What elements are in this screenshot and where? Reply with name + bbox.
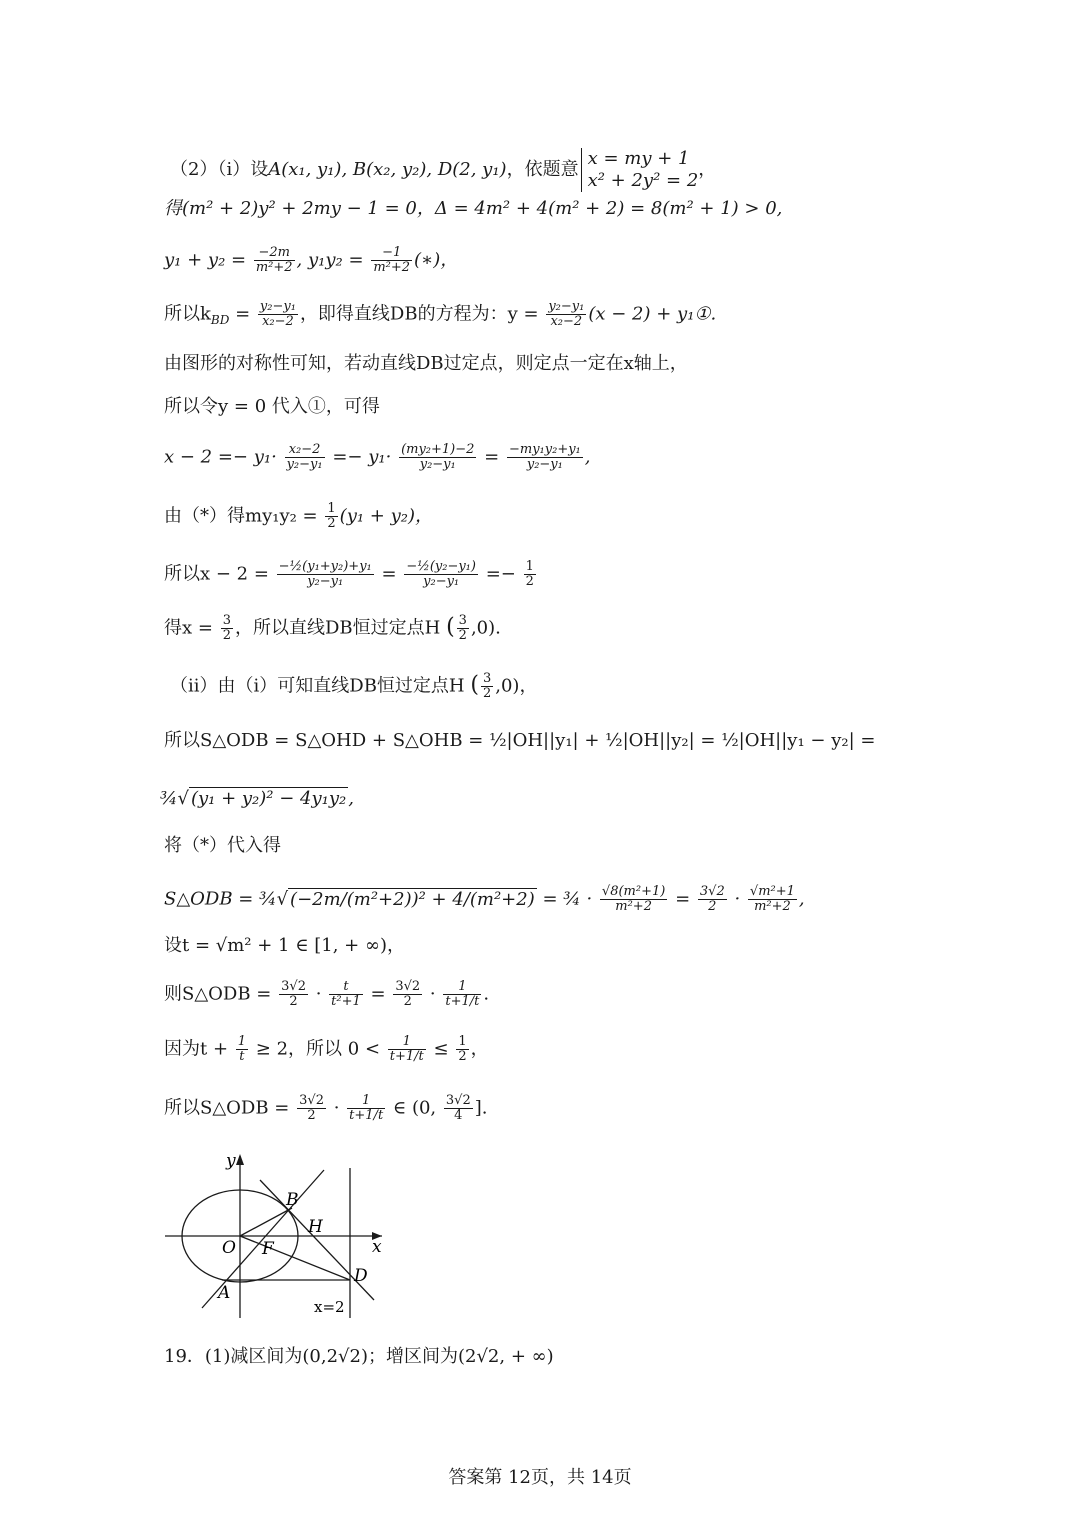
fraction: $\frac{1}{2}$ <box>525 559 534 589</box>
page-footer: 答案第 12页，共 14页 <box>448 1467 632 1488</box>
label-d: D <box>354 1266 368 1286</box>
fraction: $\frac{3}{2}$ <box>458 613 467 643</box>
line-substitute: 所以x − 2 = $\frac{\text{−½(y₁+y₂)+y₁}}{\text{y₂−y₁}}$ = $\frac{\text{−½(y₂−y₁)}}{\text{y₂−y₁}}$ =− $\frac{1}{2}$ <box>164 559 534 589</box>
line-quadratic: 得(m² + 2)y² + 2my − 1 = 0，Δ = 4m² + 4(m² + 2) = 8(m² + 1) > 0, <box>164 198 783 219</box>
fraction: $\frac{1}{2}$ <box>458 1034 467 1064</box>
fraction: $\frac{\text{y₂−y₁}}{\text{x₂−2}}$ <box>259 299 296 329</box>
line-part-ii: （ii）由（i）可知直线DB恒过定点H ( $\frac{3}{2}$ ,0)， <box>170 671 538 701</box>
fraction: $\frac{3}{2}$ <box>482 671 492 701</box>
fraction: $\frac{1}{t}$ <box>237 1034 247 1064</box>
y-axis-arrow <box>236 1154 244 1165</box>
fraction: $\frac{3}{2}$ <box>222 613 231 643</box>
fraction: $\frac{1}{t+1/t}$ <box>389 1034 424 1064</box>
line-vieta: y₁ + y₂ = $\frac{-2m}{\text{m²+2}}$ , y₁y₂ = $\frac{-1}{\text{m²+2}}$ (∗)， <box>164 245 459 275</box>
line-area-in-t: 则S△ODB = $\frac{3√2}{2}$ · $\frac{t}{\text{t²+1}}$ = $\frac{3√2}{2}$ · $\frac{1}{t+1/t}$ . <box>164 979 490 1009</box>
label-x-equals-2: x=2 <box>314 1298 345 1316</box>
label-x: x <box>372 1237 382 1257</box>
label-y: y <box>226 1151 236 1171</box>
line-area-sqrt: ¾√ (y₁ + y₂)² − 4y₁y₂ , <box>160 788 354 809</box>
line-area-range: 所以S△ODB = $\frac{3√2}{2}$ · $\frac{1}{t+1/t}$ ∈ (0, $\frac{3√2}{4}$ ]. <box>164 1093 488 1123</box>
line-area-expression: S△ODB = ¾√ (−2m/(m²+2))² + 4/(m²+2) = ¾ · $\frac{\text{√8(m²+1)}}{\text{m²+2}}$ = $\frac{3√2}{2}$ · $\frac{\text{√m²+1}}{\text{m²+2}}$ , <box>164 884 805 914</box>
line-set-t: 设t = √m² + 1 ∈ [1, + ∞)， <box>164 935 405 956</box>
line-fixed-point: 得x = $\frac{3}{2}$ ，所以直线DB恒过定点H ( $\frac{3}{2}$ ,0). <box>164 613 501 643</box>
label-a: A <box>218 1283 231 1303</box>
segment-ob <box>240 1208 292 1236</box>
line-inequality: 因为t + $\frac{1}{t}$ ≥ 2，所以 0 < $\frac{1}{t+1/t}$ ≤ $\frac{1}{2}$ ， <box>164 1034 489 1064</box>
fraction: $\frac{3√2}{2}$ <box>699 884 725 914</box>
fraction: $\frac{\text{−½(y₂−y₁)}}{\text{y₂−y₁}}$ <box>406 559 476 589</box>
line-x-minus-2: x − 2 =− y₁· $\frac{\text{x₂−2}}{\text{y₂−y₁}}$ =− y₁· $\frac{\text{(my₂+1)−2}}{\text{y₂−y₁}}$ = $\frac{\text{−my₁y₂+y₁}}{\text{y₂−y₁}}$ , <box>164 442 591 472</box>
fraction: $\frac{1}{2}$ <box>327 501 336 531</box>
fraction: $\frac{1}{t+1/t}$ <box>349 1093 384 1123</box>
label-f: F <box>262 1239 274 1259</box>
fraction: $\frac{3√2}{4}$ <box>445 1093 471 1123</box>
fraction: $\frac{\text{√m²+1}}{\text{m²+2}}$ <box>749 884 795 914</box>
fraction: $\frac{\text{−my₁y₂+y₁}}{\text{y₂−y₁}}$ <box>508 442 581 472</box>
fraction: $\frac{\text{x₂−2}}{\text{y₂−y₁}}$ <box>286 442 323 472</box>
line-area-split: 所以S△ODB = S△OHD + S△OHB = ½|OH||y₁| + ½|OH||y₂| = ½|OH||y₁ − y₂| = <box>164 730 876 751</box>
line-setup: （2）（i）设A(x₁, y₁), B(x₂, y₂), D(2, y₁)，依题意 x = my + 1 x² + 2y² = 2 ， <box>170 148 717 191</box>
fraction: $\frac{3√2}{2}$ <box>281 979 306 1009</box>
fraction: $\frac{\text{y₂−y₁}}{\text{x₂−2}}$ <box>548 299 585 329</box>
line-set-y0: 所以令y = 0 代入①，可得 <box>164 396 380 417</box>
problem-19-answer: 19．(1)减区间为(0,2√2)；增区间为(2√2, + ∞) <box>164 1346 554 1367</box>
line-slope: 所以$k_{BD}$ = $\frac{\text{y₂−y₁}}{\text{x₂−2}}$ ，即得直线DB的方程为：y = $\frac{\text{y₂−y₁}}{\text{x₂−2}}$ (x − 2) + y₁①. <box>164 299 717 329</box>
fraction: $\frac{3√2}{2}$ <box>299 1093 324 1123</box>
ellipse-figure <box>160 1150 390 1320</box>
fraction: $\frac{\text{−½(y₁+y₂)+y₁}}{\text{y₂−y₁}}$ <box>278 559 372 589</box>
line-substitute-star: 将（*）代入得 <box>164 835 281 856</box>
fraction: $\frac{\text{(my₂+1)−2}}{\text{y₂−y₁}}$ <box>401 442 475 472</box>
fraction: $\frac{-1}{\text{m²+2}}$ <box>373 245 411 275</box>
line-symmetry: 由图形的对称性可知，若动直线DB过定点，则定点一定在x轴上， <box>164 353 688 374</box>
equation-system: x = my + 1 x² + 2y² = 2 <box>581 148 699 192</box>
label-b: B <box>286 1190 299 1210</box>
line-from-star: 由（*）得my₁y₂ = $\frac{1}{2}$ (y₁ + y₂)， <box>164 501 434 531</box>
fraction: $\frac{\text{√8(m²+1)}}{\text{m²+2}}$ <box>601 884 666 914</box>
label-h: H <box>308 1217 323 1237</box>
label-o: O <box>222 1238 236 1258</box>
fraction: $\frac{3√2}{2}$ <box>395 979 421 1009</box>
fraction: $\frac{t}{\text{t²+1}}$ <box>331 979 361 1009</box>
fraction: $\frac{-2m}{\text{m²+2}}$ <box>255 245 293 275</box>
fraction: $\frac{1}{t+1/t}$ <box>445 979 480 1009</box>
